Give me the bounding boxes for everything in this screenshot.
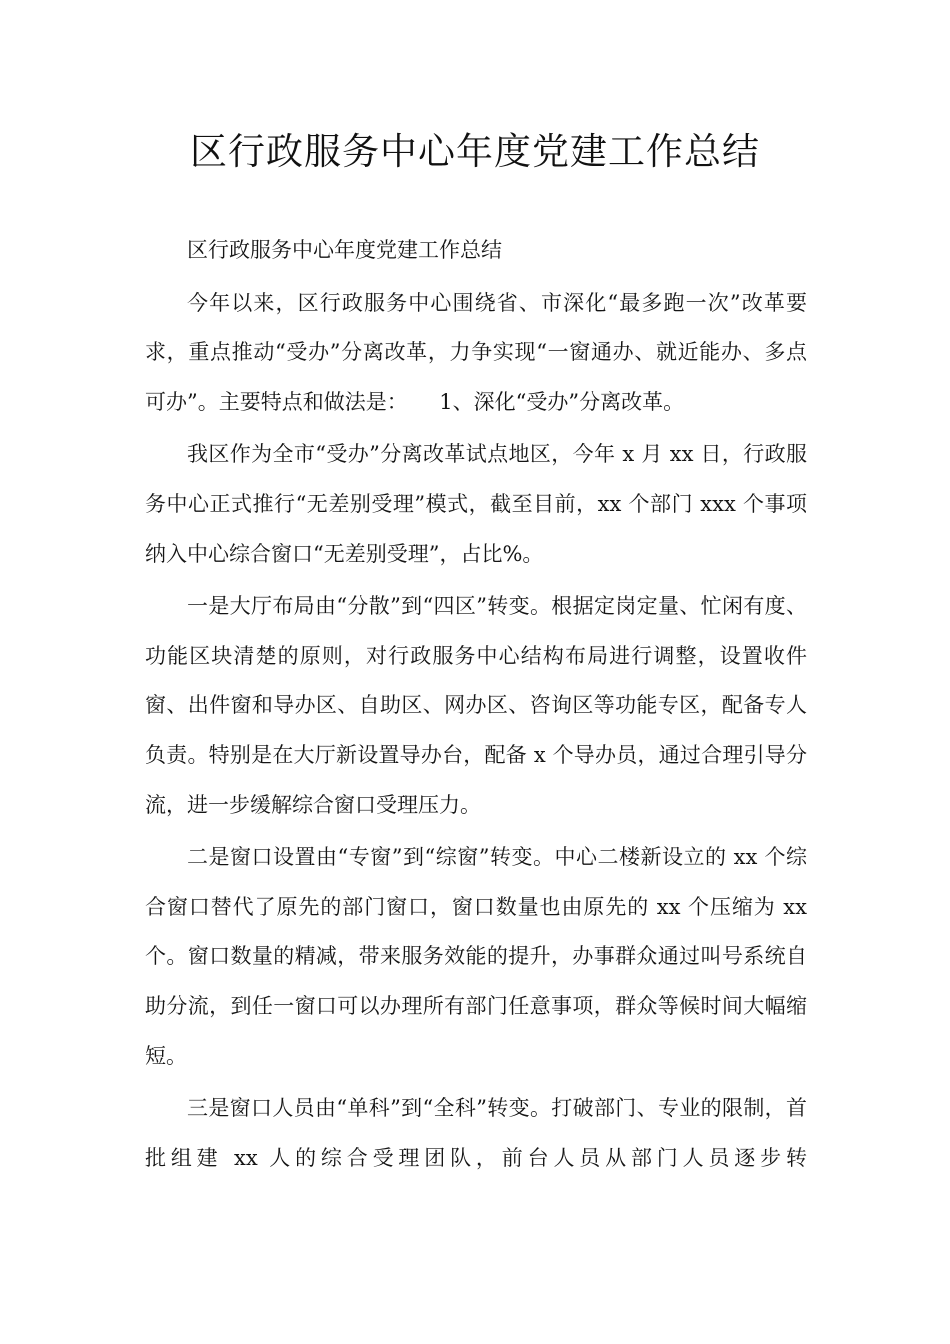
paragraph-intro: 今年以来，区行政服务中心围绕省、市深化“最多跑一次”改革要求，重点推动“受办”分离改革，力争实现“一窗通办、就近能办、多点可办”。主要特点和做法是： 1、深化“受办”分离改革。 xyxy=(145,290,807,414)
paragraph-windows: 二是窗口设置由“专窗”到“综窗”转变。中心二楼新设立的 xx 个综合窗口替代了原先的部门窗口，窗口数量也由原先的 xx 个压缩为 xx 个。窗口数量的精减，带来服务效能的提升，办事群众通过叫号系统自助分流，到任一窗口可以办理所有部门任意事项，群众等候时间大幅缩短。 xyxy=(145,845,807,1068)
document-title: 区行政服务中心年度党建工作总结 xyxy=(190,130,760,173)
paragraph-pilot: 我区作为全市“受办”分离改革试点地区，今年 x 月 xx 日，行政服务中心正式推行“无差别受理”模式，截至目前，xx 个部门 xxx 个事项纳入中心综合窗口“无差别受理”，占比%。 xyxy=(145,442,807,566)
paragraph-staff: 三是窗口人员由“单科”到“全科”转变。打破部门、专业的限制，首批组建 xx 人的综合受理团队，前台人员从部门人员逐步转 xyxy=(145,1096,807,1170)
paragraph-layout: 一是大厅布局由“分散”到“四区”转变。根据定岗定量、忙闲有度、功能区块清楚的原则，对行政服务中心结构布局进行调整，设置收件窗、出件窗和导办区、自助区、网办区、咨询区等功能专区，配备专人负责。特别是在大厅新设置导办台，配备 x 个导办员，通过合理引导分流，进一步缓解综合窗口受理压力。 xyxy=(145,594,807,817)
paragraph-subtitle: 区行政服务中心年度党建工作总结 xyxy=(187,238,502,262)
document-body xyxy=(145,226,807,1183)
